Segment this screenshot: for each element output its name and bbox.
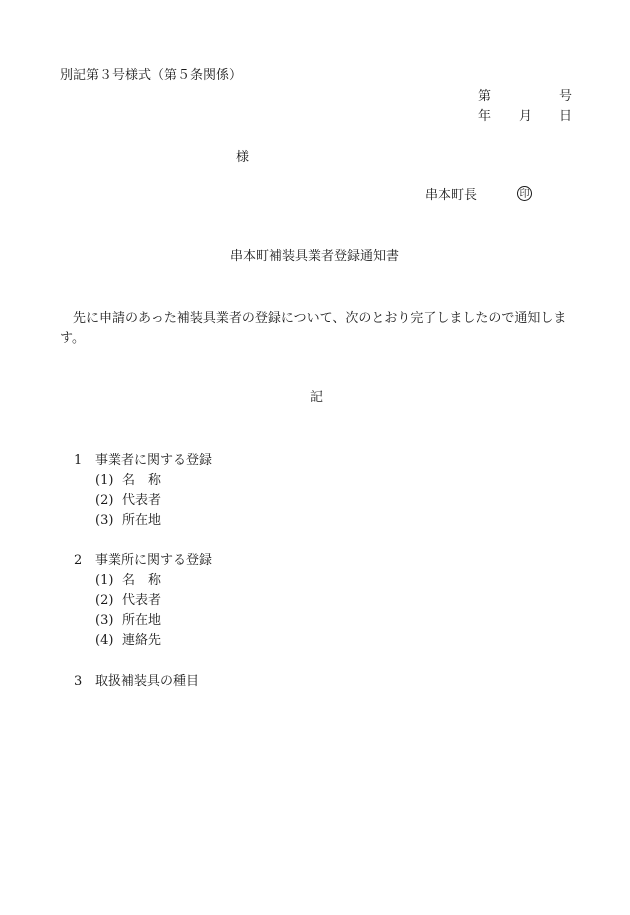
- seal-icon: 印: [517, 186, 532, 201]
- item-label: 名 称: [122, 473, 162, 488]
- item-number: (2): [95, 593, 114, 608]
- issuer-title: 串本町長: [425, 188, 478, 203]
- document-number-prefix: 第: [478, 89, 492, 104]
- item-label: 所在地: [122, 613, 162, 628]
- item-number: (3): [95, 613, 114, 628]
- item-label: 代表者: [122, 493, 162, 508]
- item-label: 所在地: [122, 513, 162, 528]
- section-label: 取扱補装具の種目: [95, 674, 200, 689]
- form-reference: 別記第３号様式（第５条関係）: [60, 68, 243, 83]
- recipient-honorific: 様: [236, 150, 250, 165]
- section-label: 事業者に関する登録: [95, 453, 213, 468]
- section-label: 事業所に関する登録: [95, 553, 213, 568]
- item-label: 連絡先: [122, 633, 162, 648]
- date-month-label: 月: [519, 109, 533, 124]
- item-number: (3): [95, 513, 114, 528]
- date-day-label: 日: [559, 109, 573, 124]
- item-label: 代表者: [122, 593, 162, 608]
- document-number-suffix: 号: [559, 89, 573, 104]
- section-number: 1: [74, 453, 83, 468]
- document-title: 串本町補装具業者登録通知書: [230, 249, 400, 264]
- body-paragraph: 先に申請のあった補装具業者の登録について、次のとおり完了しましたので通知します。: [60, 311, 567, 346]
- item-number: (2): [95, 493, 114, 508]
- section-number: 2: [74, 553, 83, 568]
- ki-heading: 記: [310, 390, 324, 405]
- date-year-label: 年: [478, 109, 492, 124]
- item-number: (1): [95, 573, 114, 588]
- item-number: (4): [95, 633, 114, 648]
- section-number: 3: [74, 674, 83, 689]
- item-label: 名 称: [122, 573, 162, 588]
- item-number: (1): [95, 473, 114, 488]
